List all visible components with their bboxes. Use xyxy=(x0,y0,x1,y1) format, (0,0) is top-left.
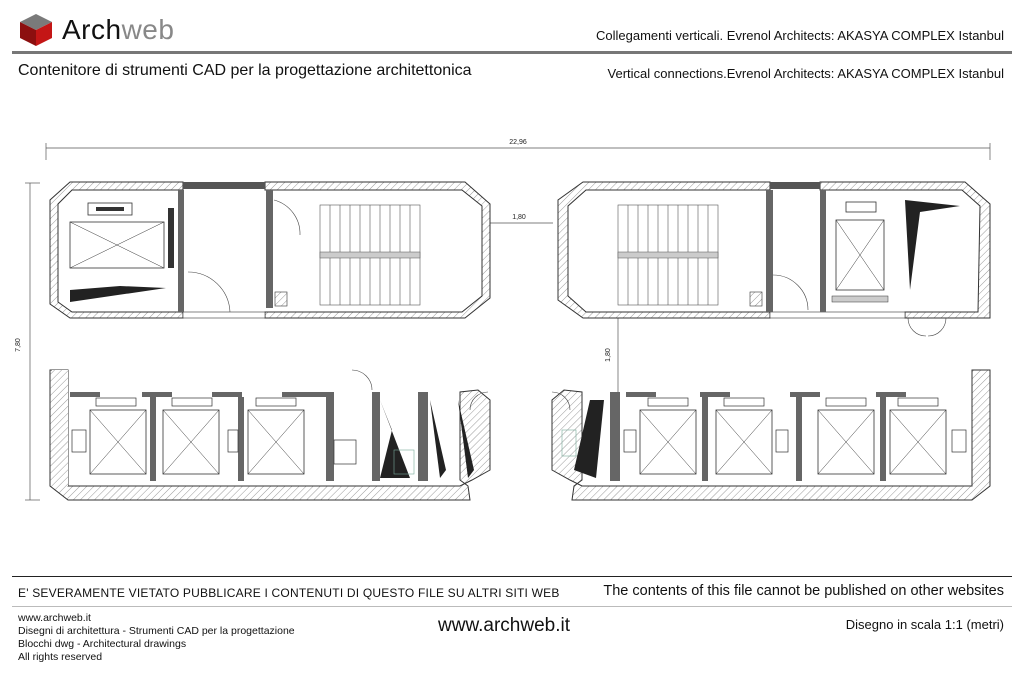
core-bottom-left xyxy=(50,370,490,500)
dimension-top-gap-label: 1,80 xyxy=(512,214,526,221)
dimension-total-width-label: 22,96 xyxy=(509,139,527,146)
header-subtitle-it: Contenitore di strumenti CAD per la progettazione architettonica xyxy=(18,62,472,79)
header-rule xyxy=(12,51,1012,54)
footer-info xyxy=(18,612,295,664)
footer-line-drawings: Disegni di architettura - Strumenti CAD per la progettazione xyxy=(18,625,295,637)
core-top-right xyxy=(558,182,990,336)
warning-en: The contents of this file cannot be published on other websites xyxy=(603,583,1004,599)
core-top-left xyxy=(50,182,490,318)
brand-name-arch: Arch xyxy=(62,14,122,45)
floor-plan-drawing xyxy=(0,130,1024,510)
cube-icon xyxy=(20,14,52,46)
footer-line-rights: All rights reserved xyxy=(18,651,103,663)
brand-name-web: web xyxy=(121,14,175,45)
header-title-it: Collegamenti verticali. Evrenol Architects: AKASYA COMPLEX Istanbul xyxy=(596,28,1004,43)
scale-note: Disegno in scala 1:1 (metri) xyxy=(845,617,1004,632)
header-title-en: Vertical connections.Evrenol Architects: AKASYA COMPLEX Istanbul xyxy=(607,66,1004,81)
footer-line-blocks: Blocchi dwg - Architectural drawings xyxy=(18,638,187,650)
dimension-mid-gap-label: 1,80 xyxy=(605,348,612,362)
footer-rule xyxy=(12,576,1012,577)
footer-line-url[interactable]: www.archweb.it xyxy=(18,612,91,624)
brand-name xyxy=(62,14,174,46)
warning-it: E' SEVERAMENTE VIETATO PUBBLICARE I CONTENUTI DI QUESTO FILE SU ALTRI SITI WEB xyxy=(18,586,560,600)
site-link[interactable]: www.archweb.it xyxy=(438,615,570,636)
dimension-height xyxy=(25,183,40,500)
footer-rule-light xyxy=(12,606,1012,607)
dimension-height-label: 7,80 xyxy=(15,338,22,352)
